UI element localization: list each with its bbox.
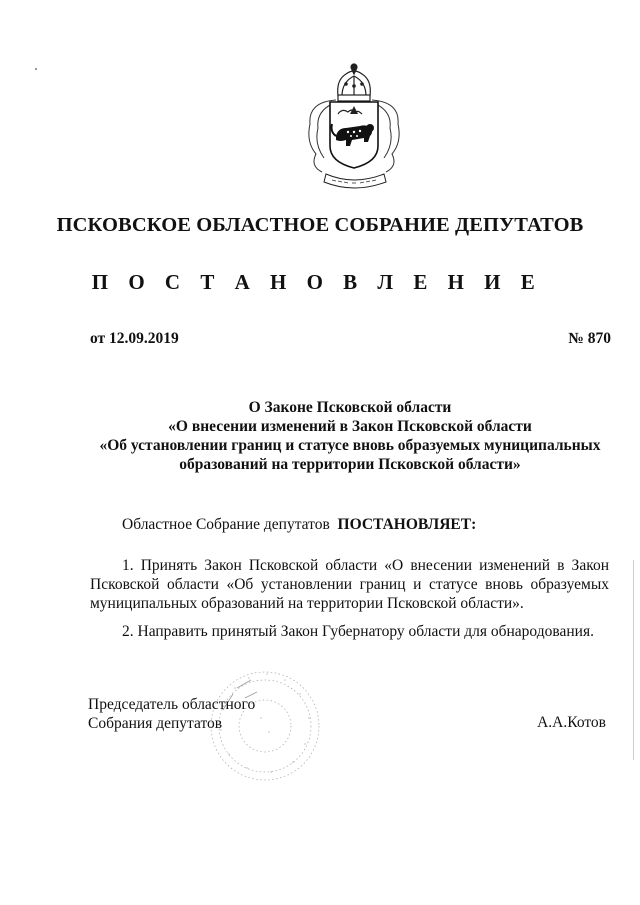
position-line: Собрания депутатов [88,715,223,732]
scan-speck [35,68,37,70]
document-subject [90,398,610,474]
document-date: от 12.09.2019 [90,330,179,347]
organization-title: ПСКОВСКОЕ ОБЛАСТНОЕ СОБРАНИЕ ДЕПУТАТОВ [56,214,584,236]
item-line: муниципальных образований на территории Псковской области». [90,595,524,612]
preamble-text: Областное Собрание депутатов [122,516,330,533]
subject-line: «О внесении изменений в Закон Псковской области [168,418,532,435]
signatory-position [88,695,255,733]
document-type-heading: П О С Т А Н О В Л Е Н И Е [91,270,543,294]
subject-line: О Законе Псковской области [248,399,452,416]
document-number: № 870 [568,330,611,347]
scan-edge-line [633,560,634,760]
preamble-resolves: ПОСТАНОВЛЯЕТ: [337,516,477,533]
position-line: Председатель областного [88,696,256,713]
pskov-coat-of-arms-icon [296,62,412,192]
subject-line: «Об установлении границ и статусе вновь образуемых муниципальных [99,437,601,454]
signatory-name: А.А.Котов [537,714,606,731]
resolution-item-2: 2. Направить принятый Закон Губернатору области для обнародования. [122,623,594,640]
resolution-item-1 [90,556,609,613]
preamble [122,516,476,534]
subject-line: образований на территории Псковской области» [179,456,521,473]
item-line: 1. Принять Закон Псковской области «О внесении изменений в Закон [122,557,609,574]
item-line: Псковской области «Об установлении границ и статусе вновь образуемых [90,576,609,593]
